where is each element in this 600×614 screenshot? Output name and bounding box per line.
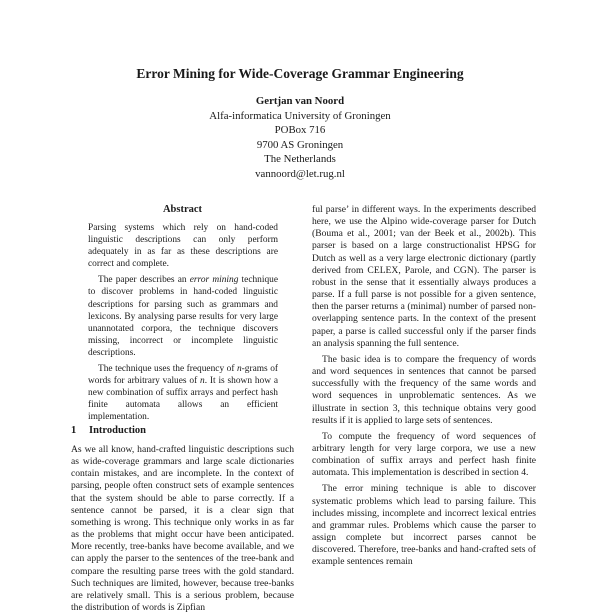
- abstract-p2-emphasis: error mining: [189, 275, 239, 286]
- abstract-p3-text-c: . It is shown how a new combination of suffix arrays and perfect hash finite automata allows an efficient implementation.: [88, 376, 278, 423]
- abstract-p3-emphasis-2: n: [200, 376, 205, 387]
- abstract-paragraph-3: [88, 363, 278, 423]
- section-1-heading: [71, 424, 294, 437]
- author-country: The Netherlands: [264, 153, 336, 166]
- paper-title: Error Mining for Wide-Coverage Grammar Engineering: [136, 66, 464, 81]
- abstract-paragraph-2: [88, 274, 278, 359]
- author-affiliation: Alfa-informatica University of Groningen: [209, 109, 391, 122]
- section-1-number: 1: [71, 425, 77, 436]
- author-email: vannoord@let.rug.nl: [255, 167, 345, 180]
- section-1-paragraph: As we all know, hand-crafted linguistic descriptions such as wide-coverage grammars and large scale dictionaries contain mistakes, and are incomplete. In the context of parsing, people often construct sets of example sentences that the system should be able to parse correctly. If a sentence cannot be parsed, it is a clear sign that something is wrong. This technique only works in as far as the problems that might occur have been anticipated. More recently, tree-banks have become available, and we can apply the parser to the sentences of the tree-bank and compare the resulting parse trees with the gold standard. Such techniques are limited, however, because tree-banks are relatively small. This is a serious problem, because the distribution of words is Zipfian: [71, 444, 294, 614]
- abstract-p3-emphasis-1: n: [236, 364, 242, 375]
- abstract-body: [88, 222, 278, 428]
- right-column: [312, 204, 536, 573]
- right-column-paragraph-4: The error mining technique is able to discover systematic problems which lead to parsing failure. This includes missing, incomplete and incorrect lexical entries and grammar rules. Problems which cause the parser to assign complete but incorrect parses cannot be discovered. Therefore, tree-banks and hand-crafted sets of example sentences remain: [312, 483, 536, 568]
- section-1-title: Introduction: [89, 425, 146, 436]
- abstract-p3-text-b: -grams of words for arbitrary values of: [88, 364, 279, 387]
- author-address-line-1: POBox 716: [274, 124, 326, 137]
- author-block: [0, 94, 600, 182]
- abstract-p3-text-a: The technique uses the frequency of: [98, 364, 237, 375]
- abstract-heading: Abstract: [162, 204, 203, 215]
- right-column-paragraph-3: To compute the frequency of word sequences of arbitrary length for very large corpora, we use a new combination of suffix arrays and perfect hash finite automata. This implementation is described in section 4.: [312, 430, 536, 479]
- section-1-body: [71, 444, 294, 614]
- right-column-paragraph-2: The basic idea is to compare the frequency of words and word sequences in sentences that cannot be parsed successfully with the frequency of the same words and word sequences in unproblematic sentences. As we illustrate in section 3, this technique obtains very good results if it is applied to large sets of sentences.: [312, 353, 536, 426]
- author-address-line-2: 9700 AS Groningen: [256, 138, 344, 151]
- right-column-paragraph-1: ful parse’ in different ways. In the experiments described here, we use the Alpino wide-coverage parser for Dutch (Bouma et al., 2001; van der Beek et al., 2002b). This parser is based on a large constructionalist HPSG for Dutch as well as a very large electronic dictionary (partly derived from CELEX, Parole, and CGN). The parser is robust in the sense that it essentially always produces a parse. If a full parse is not possible for a given sentence, then the parser returns a (minimal) number of parsed non-overlapping sentence parts. In the context of the present paper, a parse is called successful only if the parser finds an analysis spanning the full sentence.: [312, 204, 536, 349]
- abstract-p2-text-b: technique to discover problems in hand-coded linguistic descriptions for parsing such as grammars and lexicons. By analysing parse results for very large unannotated corpora, the technique discovers missing, incorrect or incomplete linguistic descriptions.: [88, 275, 279, 358]
- abstract-p2-text-a: The paper describes an: [98, 275, 190, 286]
- abstract-paragraph-1: Parsing systems which rely on hand-coded linguistic descriptions can only perform adequately in as far as these descriptions are correct and complete.: [88, 223, 278, 270]
- author-name: Gertjan van Noord: [255, 95, 345, 107]
